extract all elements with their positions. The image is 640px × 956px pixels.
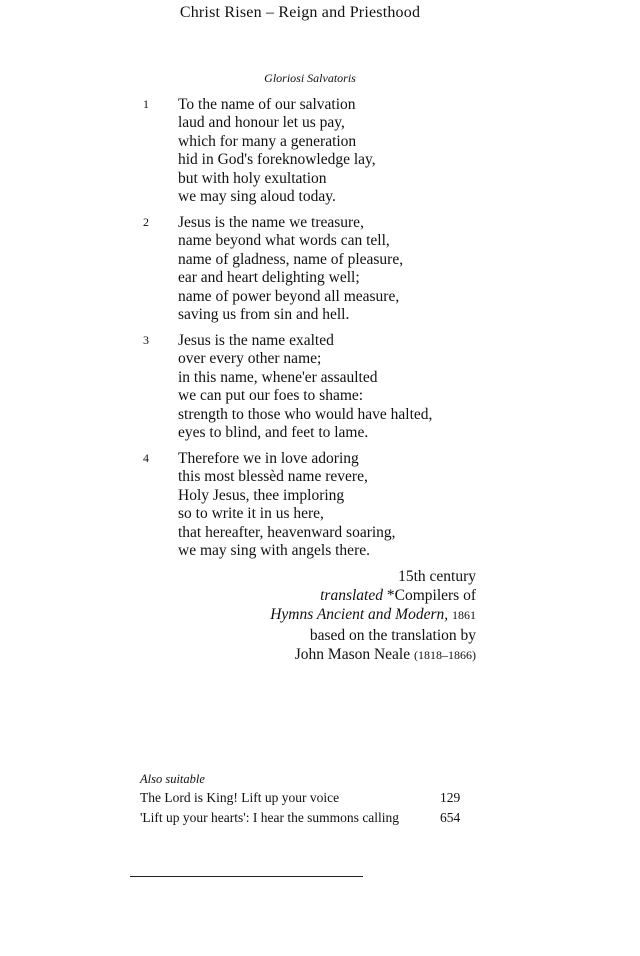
hymn-number: 654 — [440, 810, 461, 825]
verse-line: Jesus is the name exalted — [178, 332, 334, 349]
verse-line: we may sing aloud today. — [178, 188, 336, 206]
also-suitable-heading: Also suitable — [140, 772, 205, 786]
attribution-book-line — [270, 605, 476, 625]
verse-line: this most blessèd name revere, — [178, 468, 368, 486]
verse-lines — [178, 96, 376, 206]
attribution-century: 15th century — [398, 568, 476, 585]
verse-line: name of gladness, name of pleasure, — [178, 250, 404, 268]
verse-line: so to write it in us here, — [178, 505, 324, 523]
verse-line: hid in God's foreknowledge lay, — [178, 151, 376, 169]
hymn-title: The Lord is King! Lift up your voice — [140, 790, 340, 805]
attribution-translator-line — [270, 645, 476, 665]
translated-label: translated — [320, 587, 383, 605]
verse-line: To the name of our salvation — [178, 96, 356, 113]
verse-line: strength to those who would have halted, — [178, 405, 433, 423]
book-year: 1861 — [452, 608, 476, 623]
footer-rule — [130, 876, 363, 877]
verse-line: saving us from sin and hell. — [178, 306, 350, 324]
verse-line: but with holy exultation — [178, 169, 327, 187]
verse-lines — [178, 214, 403, 324]
attribution — [270, 567, 476, 665]
verse-number: 3 — [143, 333, 149, 347]
verse-lines — [178, 332, 432, 442]
verse-line: name beyond what words can tell, — [178, 232, 390, 250]
attribution-based-on: based on the translation by — [309, 626, 476, 644]
verse-lines — [178, 450, 396, 560]
verse-line: we can put our foes to shame: — [178, 387, 364, 405]
list-item — [140, 808, 480, 828]
verse-line: which for many a generation — [178, 132, 357, 150]
verse-line: over every other name; — [178, 350, 322, 368]
translator-dates: (1818–1866) — [414, 647, 476, 662]
verse-line: in this name, whene'er assaulted — [178, 368, 378, 386]
translators: *Compilers of — [386, 587, 476, 605]
list-item — [140, 788, 480, 808]
verse-line: ear and heart delighting well; — [178, 269, 360, 287]
original-translator: John Mason Neale — [294, 645, 411, 663]
verse-line: Holy Jesus, thee imploring — [178, 486, 345, 504]
hymn-number: 129 — [440, 790, 461, 805]
verse-line: we may sing with angels there. — [178, 542, 370, 560]
running-title: Christ Risen – Reign and Priesthood — [179, 4, 421, 21]
hymn-title: 'Lift up your hearts': I hear the summons calling — [140, 810, 400, 825]
verse-number: 4 — [143, 451, 149, 465]
verse-line: that hereafter, heavenward soaring, — [178, 523, 396, 541]
attribution-translated-line — [270, 586, 476, 605]
book-title: Hymns Ancient and Modern, — [270, 606, 449, 624]
verse-line: eyes to blind, and feet to lame. — [178, 424, 369, 442]
tune-name: Gloriosi Salvatoris — [264, 71, 356, 85]
verse-line: Jesus is the name we treasure, — [178, 214, 364, 231]
verse-line: laud and honour let us pay, — [178, 114, 345, 132]
verse-number: 2 — [143, 215, 149, 229]
also-suitable — [140, 770, 480, 828]
verse-line: Therefore we in love adoring — [178, 450, 359, 467]
verse-line: name of power beyond all measure, — [178, 287, 400, 305]
verse-number: 1 — [143, 97, 149, 111]
